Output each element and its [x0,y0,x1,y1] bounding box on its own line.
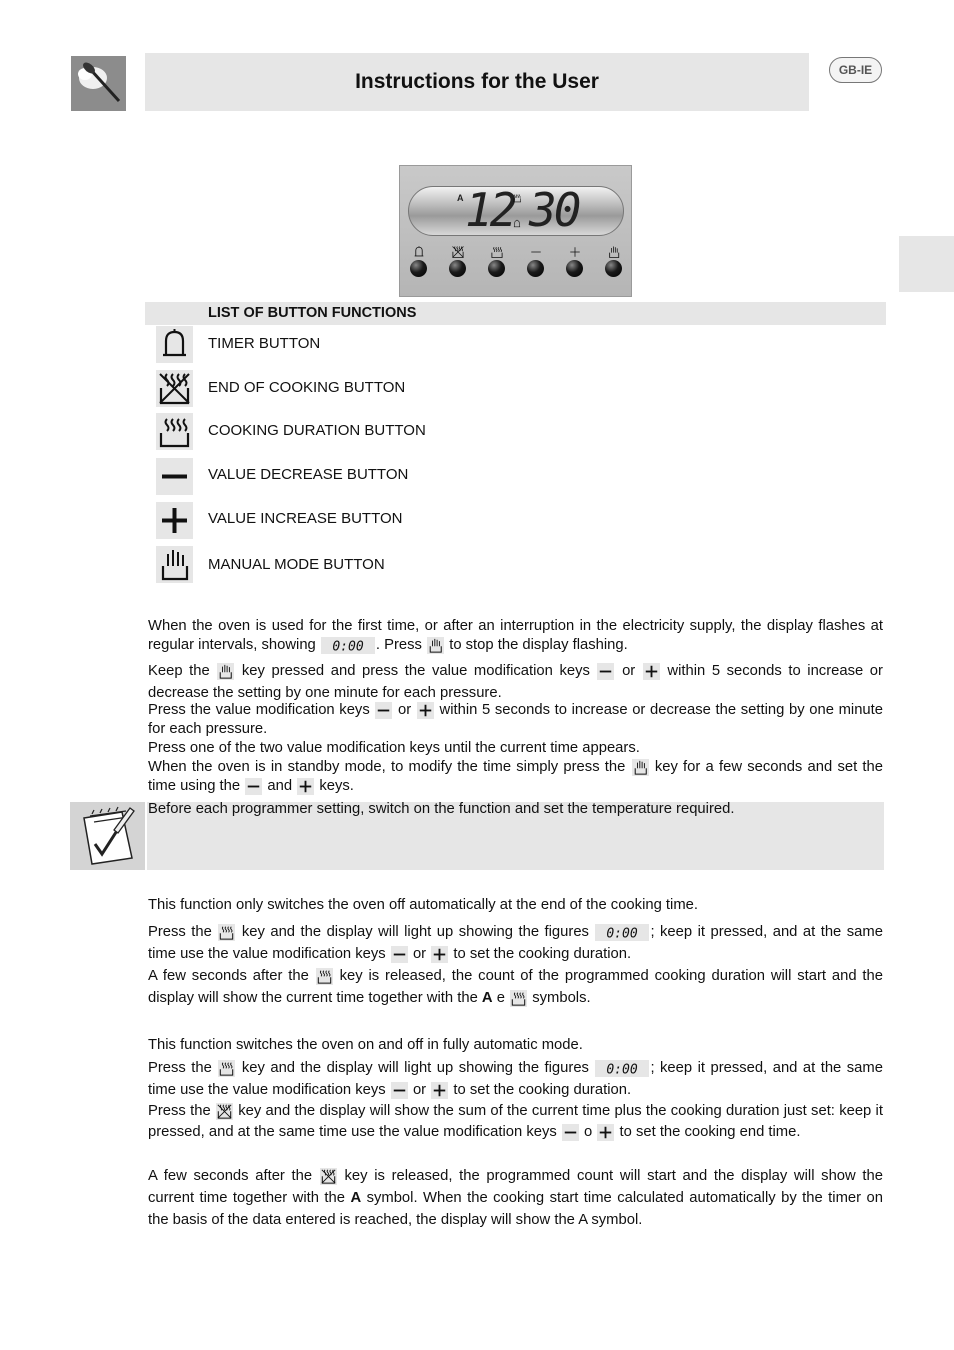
manual-mode-button-label: MANUAL MODE BUTTON [208,556,385,573]
display-minutes: 30 [529,183,579,237]
clock-paragraph-2: Keep the key pressed and press the value modification keys or within 5 seconds to increase or decrease the setting by one minute for each pressure. [148,663,883,701]
minus-icon [156,458,193,495]
display-timer-icon [512,219,522,229]
panel-end-of-cooking-button [449,260,466,277]
minus-inline-icon [597,663,614,680]
button-functions-header [145,302,886,325]
automatic-paragraph-3: Press the key and the display will show the sum of the current time plus the cooking duration just set: keep it pressed, and at the same time use the value modification keys o to set the cooking end time. [148,1103,883,1140]
note-pencil-icon [70,802,145,870]
manual-mode-inline-icon [217,663,234,680]
panel-cooking-duration-button [488,260,505,277]
clock-paragraph-1: When the oven is used for the first time, or after an interruption in the electricity supply, the display flashes at regular intervals, showing . Press to stop the display flashing. [148,618,883,653]
side-tab [899,236,954,292]
end-of-cooking-inline-icon [320,1168,337,1185]
display-figures-inline [595,1060,649,1077]
value-decrease-button-label: VALUE DECREASE BUTTON [208,466,409,483]
panel-plus-button [566,260,583,277]
duration-paragraph-3: A few seconds after the key is released, the count of the programmed cooking duration will start and the display will show the current time together with the A e symbols. [148,968,883,1006]
automatic-paragraph-4: A few seconds after the key is released, the programmed count will start and the display will show the current time together with the A symbol. When the cooking start time calculated automatically by the timer on the basis of the data entered is reached, the display will show the A symbol. [148,1168,883,1228]
minus-inline-icon [391,1082,408,1099]
cooking-duration-inline-icon [218,924,235,941]
clock-paragraph-3: Press the value modification keys or within 5 seconds to increase or decrease the setting by one minute for each pressure. [148,702,883,737]
cooking-duration-inline-icon [316,968,333,985]
value-increase-button-label: VALUE INCREASE BUTTON [208,510,403,527]
end-of-cooking-icon [156,370,193,407]
panel-timer-icon [411,245,427,259]
display-hours: 12 [465,183,515,237]
plus-inline-icon [431,1082,448,1099]
end-of-cooking-button-label: END OF COOKING BUTTON [208,379,406,396]
plus-inline-icon [431,946,448,963]
timer-icon [156,326,193,363]
page-title: Instructions for the User [355,70,599,93]
cooking-duration-icon [156,413,193,450]
cooking-duration-inline-icon [510,990,527,1007]
button-functions-title: LIST OF BUTTON FUNCTIONS [208,305,417,321]
end-of-cooking-inline-icon [216,1103,233,1120]
timer-button-label: TIMER BUTTON [208,335,321,352]
plus-inline-icon [643,663,660,680]
clock-display [408,183,624,237]
plus-inline-icon [417,702,434,719]
display-figures-inline [595,924,649,941]
brand-logo-icon [71,56,126,111]
panel-plus-icon [567,245,583,259]
plus-icon [156,502,193,539]
minus-inline-icon [245,778,262,795]
minus-inline-icon [375,702,392,719]
header-bar [145,53,809,111]
panel-end-of-cooking-icon [450,245,466,259]
duration-paragraph-1: This function only switches the oven off automatically at the end of the cooking time. [148,897,698,913]
panel-manual-mode-icon [606,245,622,259]
minus-inline-icon [562,1124,579,1141]
auto-indicator: A [457,193,464,203]
clock-paragraph-5: When the oven is in standby mode, to modify the time simply press the key for a few seconds and set the time using the and keys. [148,759,883,794]
panel-minus-icon [528,245,544,259]
control-panel-illustration [399,165,632,297]
manual-mode-icon [156,546,193,583]
language-badge: GB-IE [829,57,882,83]
clock-paragraph-4: Press one of the two value modification keys until the current time appears. [148,740,640,756]
duration-paragraph-2: Press the key and the display will light up showing the figures ; keep it pressed, and at the same time use the value modification keys or to set the cooking duration. [148,924,883,962]
display-duration-icon [511,193,523,203]
automatic-paragraph-2: Press the key and the display will light up showing the figures ; keep it pressed, and at the same time use the value modification keys or to set the cooking duration. [148,1060,883,1098]
minus-inline-icon [391,946,408,963]
note-text: Before each programmer setting, switch on the function and set the temperature required. [148,801,735,817]
manual-mode-inline-icon [427,637,444,654]
cooking-duration-button-label: COOKING DURATION BUTTON [208,422,426,439]
plus-inline-icon [597,1124,614,1141]
manual-mode-inline-icon [632,759,649,776]
plus-inline-icon [297,778,314,795]
panel-timer-button [410,260,427,277]
display-figures-inline [321,637,375,654]
panel-manual-mode-button [605,260,622,277]
panel-cooking-duration-icon [489,245,505,259]
cooking-duration-inline-icon [218,1060,235,1077]
panel-minus-button [527,260,544,277]
automatic-paragraph-1: This function switches the oven on and off in fully automatic mode. [148,1037,583,1053]
